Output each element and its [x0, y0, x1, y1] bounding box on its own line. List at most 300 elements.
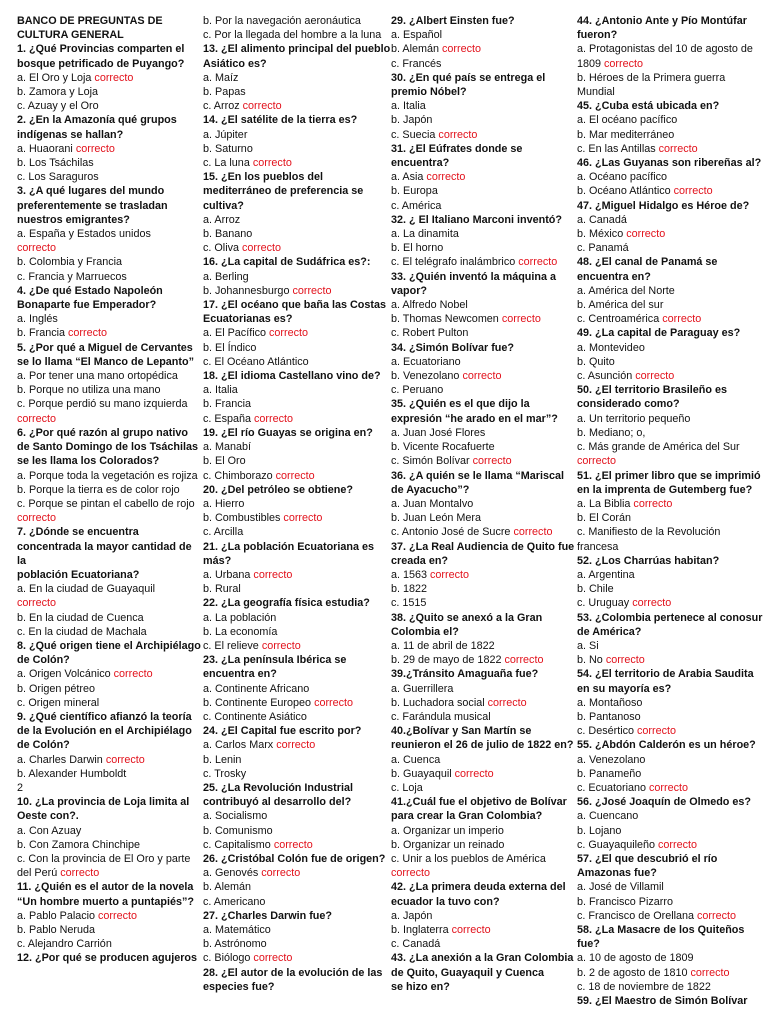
answer-option	[577, 696, 764, 710]
answer-option	[203, 625, 391, 639]
option-text: a. Español	[391, 29, 443, 42]
option-text: c. Ecuatoriano	[577, 781, 650, 794]
option-text: a. Venezolano	[577, 753, 646, 766]
answer-option	[203, 156, 391, 170]
option-text: a. Hierro	[203, 497, 245, 510]
correct-mark: correcto	[673, 185, 713, 198]
option-text: b. Vicente Rocafuerte	[391, 441, 495, 454]
answer-option	[391, 682, 577, 696]
answer-option	[577, 895, 764, 909]
option-text: b. México	[577, 228, 627, 241]
correct-mark: correcto	[276, 739, 316, 752]
answer-option	[577, 71, 764, 99]
answer-option	[17, 255, 203, 269]
option-text: b. Colombia y Francia	[17, 256, 123, 269]
option-text: b. Combustibles	[203, 512, 284, 525]
answer-option	[203, 355, 391, 369]
option-text: c. Uruguay	[577, 597, 633, 610]
answer-option	[203, 412, 391, 426]
option-text: c. Capitalismo	[203, 838, 274, 851]
question-text: 55. ¿Abdón Calderón es un héroe?	[577, 739, 756, 752]
answer-option	[17, 71, 203, 85]
correct-mark: correcto	[314, 696, 354, 709]
option-text: b. Héroes de la Primera guerra Mundial	[577, 71, 726, 99]
question-text: 49. ¿La capital de Paraguay es?	[577, 327, 741, 340]
answer-option	[391, 383, 577, 397]
correct-mark: correcto	[504, 654, 544, 667]
option-text: b. Francia	[203, 398, 252, 411]
answer-option	[17, 625, 203, 639]
option-text: a. Urbana	[203, 568, 254, 581]
question-text: 58. ¿La Masacre de los Quiteños fue?	[577, 924, 745, 951]
option-text: c. La luna	[203, 157, 253, 170]
option-text: b. Juan León Mera	[391, 512, 482, 525]
question-text: 50. ¿El territorio Brasileño es considerado como?	[577, 384, 728, 411]
answer-option	[17, 753, 203, 767]
answer-option	[577, 440, 764, 454]
answer-option	[203, 469, 391, 483]
answer-option	[203, 454, 391, 468]
option-text: b. Con Zamora Chinchipe	[17, 838, 141, 851]
answer-option	[203, 142, 391, 156]
answer-option	[391, 184, 577, 198]
answer-option	[203, 270, 391, 284]
option-text: a. Continente Africano	[203, 682, 310, 695]
answer-option	[17, 696, 203, 710]
option-text: a. La dinamita	[391, 228, 459, 241]
answer-option	[391, 355, 577, 369]
answer-option	[577, 710, 764, 724]
question-text: 8. ¿Qué origen tiene el Archipiélago de Colón?	[17, 639, 201, 667]
option-text: b. Astrónomo	[203, 938, 267, 951]
correct-mark: correcto	[604, 57, 644, 70]
answer-option	[203, 85, 391, 99]
column-4	[577, 14, 764, 1024]
answer-option	[391, 596, 577, 610]
question-text: 9. ¿Qué científico afianzó la teoría de la Evolución en el Archipiélago de Colón?	[17, 710, 192, 752]
option-text: b. Continente Europeo	[203, 696, 315, 709]
option-text: c. 1515	[391, 597, 427, 610]
answer-option	[203, 696, 391, 710]
option-text: a. La población	[203, 611, 277, 624]
answer-option	[203, 128, 391, 142]
question-text: 31. ¿El Eúfrates donde se encuentra?	[391, 142, 523, 170]
option-text: c. Asunción	[577, 370, 636, 383]
answer-option	[203, 866, 391, 880]
correct-mark: correcto	[451, 924, 491, 936]
answer-option	[577, 582, 764, 596]
answer-option	[203, 71, 391, 85]
correct-mark: correcto	[275, 469, 315, 482]
answer-option	[577, 227, 764, 241]
answer-option	[203, 738, 391, 752]
correct-mark: correcto	[17, 597, 57, 610]
correct-mark: correcto	[105, 753, 145, 766]
answer-option	[391, 710, 577, 724]
answer-option	[203, 213, 391, 227]
option-text: a. Manabí	[203, 441, 252, 454]
option-text: c. Oliva	[203, 242, 242, 255]
option-text: c. Antonio José de Sucre	[391, 526, 514, 539]
correct-mark: correcto	[454, 767, 494, 780]
option-text: c. Desértico	[577, 725, 637, 738]
answer-option	[203, 397, 391, 411]
option-text: b. Chile	[577, 583, 614, 596]
correct-mark: correcto	[635, 370, 675, 383]
option-text: a. Maíz	[203, 71, 239, 84]
question-text: 52. ¿Los Charrúas habitan?	[577, 554, 720, 567]
question-text: 13. ¿El alimento principal del pueblo Asiático es?	[203, 43, 391, 70]
correct-mark: correcto	[501, 313, 541, 326]
option-text: a. Charles Darwin	[17, 753, 106, 766]
option-text: c. Arroz	[203, 100, 243, 113]
question-text: 4. ¿De qué Estado Napoleón Bonaparte fue Emperador?	[17, 284, 163, 312]
question-text: 56. ¿José Joaquín de Olmedo es?	[577, 796, 751, 809]
option-text: b. Papas	[203, 86, 246, 99]
answer-option	[577, 497, 764, 511]
question-text: 2. ¿En la Amazonía qué grupos indígenas se hallan?	[17, 114, 177, 141]
answer-option	[391, 937, 577, 951]
answer-option	[577, 781, 764, 795]
correct-mark: correcto	[242, 100, 282, 113]
option-text: c. Unir a los pueblos de América	[391, 852, 546, 865]
answer-option	[577, 369, 764, 383]
option-text: c. España	[203, 412, 255, 425]
correct-mark: correcto	[472, 455, 512, 468]
answer-option	[577, 454, 764, 468]
option-text: b. Mediano; o,	[577, 426, 646, 439]
option-text: a. José de Villamil	[577, 881, 664, 894]
answer-option	[577, 753, 764, 767]
answer-option	[577, 184, 764, 198]
option-text: c. Loja	[391, 781, 423, 794]
answer-option	[17, 397, 203, 425]
correct-mark: correcto	[261, 639, 301, 652]
answer-option	[17, 582, 203, 596]
option-text: a. Origen Volcánico	[17, 668, 114, 681]
option-text: c. América	[391, 199, 442, 212]
option-text: c. Trosky	[203, 767, 247, 780]
answer-option	[17, 483, 203, 497]
option-text: a. Huaorani	[17, 142, 76, 155]
option-text: c. Con la provincia de El Oro y parte del Perú	[17, 852, 191, 880]
question-text: 34. ¿Simón Bolívar fue?	[391, 341, 514, 354]
option-text: b. Pantanoso	[577, 710, 641, 723]
answer-option	[203, 682, 391, 696]
answer-option	[17, 241, 203, 255]
correct-mark: correcto	[292, 284, 332, 297]
option-text: c. Canadá	[391, 938, 441, 951]
option-text: b. Por la navegación aeronáutica	[203, 15, 361, 27]
answer-option	[577, 653, 764, 667]
option-text: a. Matemático	[203, 924, 271, 936]
answer-option	[17, 937, 203, 951]
answer-option	[391, 440, 577, 454]
answer-option	[577, 639, 764, 653]
correct-mark: correcto	[273, 838, 313, 851]
answer-option	[17, 596, 203, 610]
option-text: a. Carlos Marx	[203, 739, 277, 752]
answer-option	[577, 951, 764, 965]
answer-option	[391, 696, 577, 710]
answer-option	[391, 511, 577, 525]
column-3	[391, 14, 577, 1024]
option-text: c. 18 de noviembre de 1822	[577, 980, 711, 993]
correct-mark: correcto	[605, 654, 645, 667]
answer-option	[17, 85, 203, 99]
option-text: c. Suecia	[391, 128, 439, 141]
correct-mark: correcto	[632, 597, 672, 610]
question-text: 30. ¿En qué país se entrega el premio Nóbel?	[391, 71, 546, 99]
correct-mark: correcto	[17, 242, 57, 255]
question-text: 12. ¿Por qué se producen agujeros	[17, 952, 197, 965]
option-text: c. Origen mineral	[17, 696, 100, 709]
correct-mark: correcto	[17, 412, 57, 425]
answer-option	[577, 412, 764, 426]
option-text: c. El Océano Atlántico	[203, 355, 309, 368]
correct-mark: correcto	[254, 412, 294, 425]
answer-option	[577, 880, 764, 894]
option-text: b. El Oro	[203, 455, 246, 468]
option-text: c. Francés	[391, 57, 442, 70]
answer-option	[203, 838, 391, 852]
answer-option	[391, 497, 577, 511]
option-text: c. Francia y Marruecos	[17, 270, 127, 283]
option-text: b. Organizar un reinado	[391, 838, 505, 851]
correct-mark: correcto	[252, 157, 292, 170]
answer-option	[577, 568, 764, 582]
answer-option	[17, 682, 203, 696]
question-text: se hizo en?	[391, 980, 450, 993]
option-text: b. Guayaquil	[391, 767, 455, 780]
option-text: a. Guerrillera	[391, 682, 454, 695]
correct-mark: correcto	[442, 43, 482, 56]
answer-option	[17, 326, 203, 340]
option-text: c. Peruano	[391, 384, 444, 397]
column-2	[203, 14, 391, 1024]
option-text: a. 11 de abril de 1822	[391, 639, 495, 652]
question-text: 24. ¿El Capital fue escrito por?	[203, 725, 362, 738]
answer-option	[391, 170, 577, 184]
option-text: a. España y Estados unidos	[17, 228, 151, 241]
correct-mark: correcto	[577, 455, 617, 468]
option-text: 2	[17, 781, 24, 794]
answer-option	[577, 312, 764, 326]
answer-option	[577, 341, 764, 355]
answer-option	[17, 852, 203, 880]
answer-option	[577, 170, 764, 184]
question-text: 39.¿Tránsito Amaguaña fue?	[391, 668, 539, 681]
answer-option	[577, 838, 764, 852]
answer-option	[17, 142, 203, 156]
question-text: 23. ¿La península Ibérica se encuentra en?	[203, 654, 347, 681]
question-text: 28. ¿El autor de la evolución de las especies fue?	[203, 966, 383, 993]
answer-option	[391, 298, 577, 312]
question-text: 26. ¿Cristóbal Colón fue de origen?	[203, 852, 386, 865]
question-text: 43. ¿La anexión a la Gran Colombia de Quito, Guayaquil y Cuenca	[391, 952, 574, 979]
option-text: c. Azuay y el Oro	[17, 100, 99, 113]
option-text: a. América del Norte	[577, 284, 675, 297]
option-text: b. Mar mediterráneo	[577, 128, 675, 141]
answer-option	[577, 525, 764, 553]
answer-option	[203, 753, 391, 767]
option-text: a. Arroz	[203, 213, 241, 226]
answer-option	[17, 369, 203, 383]
option-text: b. El Corán	[577, 512, 632, 525]
answer-option	[391, 866, 577, 880]
option-text: c. Porque perdió su mano izquierda	[17, 398, 188, 411]
option-text: b. El horno	[391, 242, 444, 255]
answer-option	[577, 284, 764, 298]
answer-option	[17, 383, 203, 397]
correct-mark: correcto	[513, 526, 553, 539]
option-text: a. Cuenca	[391, 753, 441, 766]
correct-mark: correcto	[662, 313, 702, 326]
answer-option	[17, 170, 203, 184]
answer-option	[203, 341, 391, 355]
option-text: b. Lenin	[203, 753, 242, 766]
option-text: c. En la ciudad de Machala	[17, 625, 147, 638]
question-text: 37. ¿La Real Audiencia de Quito fue creada en?	[391, 540, 575, 567]
option-text: b. Saturno	[203, 142, 253, 155]
option-text: a. Genovés	[203, 867, 262, 880]
option-text: b. Rural	[203, 583, 241, 596]
answer-option	[203, 28, 391, 42]
answer-option	[391, 852, 577, 866]
answer-option	[203, 511, 391, 525]
option-text: b. Comunismo	[203, 824, 273, 837]
option-text: c. Simón Bolívar	[391, 455, 473, 468]
correct-mark: correcto	[637, 725, 677, 738]
option-text: b. 29 de mayo de 1822	[391, 654, 505, 667]
option-text: c. Arcilla	[203, 526, 244, 539]
answer-option	[391, 909, 577, 923]
option-text: a. 10 de agosto de 1809	[577, 952, 694, 965]
answer-option	[203, 14, 391, 28]
option-text: b. Océano Atlántico	[577, 185, 674, 198]
correct-mark: correcto	[426, 171, 466, 184]
option-text: a. Italia	[203, 384, 238, 397]
answer-option	[391, 57, 577, 71]
answer-option	[17, 156, 203, 170]
option-text: b. Quito	[577, 355, 615, 368]
question-text: 21. ¿La población Ecuatoriana es más?	[203, 540, 374, 567]
correct-mark: correcto	[68, 327, 108, 340]
option-text: a. El Oro y Loja	[17, 71, 95, 84]
answer-option	[203, 937, 391, 951]
answer-option	[391, 838, 577, 852]
answer-option	[17, 838, 203, 852]
option-text: a. Montevideo	[577, 341, 645, 354]
option-text: b. Banano	[203, 228, 253, 241]
answer-option	[391, 241, 577, 255]
question-text: 29. ¿Albert Einsten fue?	[391, 15, 515, 27]
question-text: 48. ¿El canal de Panamá se encuentra en?	[577, 256, 718, 283]
answer-option	[391, 525, 577, 539]
option-text: a. Montañoso	[577, 696, 643, 709]
answer-option	[203, 525, 391, 539]
option-text: a. La Biblia	[577, 497, 634, 510]
answer-option	[391, 312, 577, 326]
option-text: b. Johannesburgo	[203, 284, 293, 297]
correct-mark: correcto	[98, 909, 138, 922]
option-text: b. Francisco Pizarro	[577, 895, 674, 908]
option-text: b. Panameño	[577, 767, 642, 780]
option-text: a. Protagonistas del 10 de agosto de 1809	[577, 43, 753, 70]
answer-option	[577, 298, 764, 312]
answer-option	[203, 568, 391, 582]
answer-option	[577, 966, 764, 980]
option-text: c. Continente Asiático	[203, 710, 307, 723]
answer-option	[17, 909, 203, 923]
answer-option	[577, 596, 764, 610]
answer-option	[203, 923, 391, 937]
answer-option	[203, 824, 391, 838]
answer-option	[203, 227, 391, 241]
answer-option	[391, 199, 577, 213]
option-text: a. Asia	[391, 171, 427, 184]
answer-option	[577, 824, 764, 838]
answer-option	[17, 227, 203, 241]
correct-mark: correcto	[253, 952, 293, 965]
question-text: 53. ¿Colombia pertenece al conosur de América?	[577, 611, 763, 638]
answer-option	[203, 611, 391, 625]
answer-option	[577, 355, 764, 369]
answer-option	[391, 454, 577, 468]
answer-option	[391, 227, 577, 241]
option-text: a. Júpiter	[203, 128, 248, 141]
answer-option	[391, 582, 577, 596]
correct-mark: correcto	[658, 838, 698, 851]
question-text: 1. ¿Qué Provincias comparten el bosque petrificado de Puyango?	[17, 43, 185, 70]
answer-option	[203, 710, 391, 724]
option-text: b. Zamora y Loja	[17, 86, 99, 99]
option-text: b. En la ciudad de Cuenca	[17, 611, 144, 624]
answer-option	[203, 639, 391, 653]
option-text: c. En las Antillas	[577, 142, 659, 155]
option-text: a. 1563	[391, 568, 431, 581]
option-text: a. Ecuatoriano	[391, 355, 461, 368]
correct-mark: correcto	[518, 256, 558, 269]
answer-option	[203, 767, 391, 781]
question-text: 40.¿Bolívar y San Martín se reunieron el 26 de julio de 1822 en?	[391, 725, 574, 752]
question-text: 33. ¿Quién inventó la máquina a vapor?	[391, 270, 556, 297]
answer-option	[577, 128, 764, 142]
option-text: a. Inglés	[17, 313, 58, 326]
answer-option	[577, 213, 764, 227]
correct-mark: correcto	[269, 327, 309, 340]
option-text: b. Pablo Neruda	[17, 924, 96, 936]
option-text: b. 1822	[391, 583, 428, 596]
question-text: 42. ¿La primera deuda externa del ecuador la tuvo con?	[391, 881, 566, 908]
question-text: 36. ¿A quién se le llama “Mariscal de Ayacucho”?	[391, 469, 565, 496]
option-text: b. Origen pétreo	[17, 682, 96, 695]
correct-mark: correcto	[649, 781, 689, 794]
answer-option	[391, 568, 577, 582]
option-text: a. El océano pacífico	[577, 114, 678, 127]
option-text: a. Socialismo	[203, 810, 268, 823]
option-text: a. Italia	[391, 100, 426, 113]
answer-option	[577, 767, 764, 781]
option-text: a. Si	[577, 639, 599, 652]
answer-option	[391, 326, 577, 340]
option-text: b. Porque no utiliza una mano	[17, 384, 161, 397]
question-text: 45. ¿Cuba está ubicada en?	[577, 100, 720, 113]
option-text: c. Panamá	[577, 242, 629, 255]
option-text: b. No	[577, 654, 606, 667]
option-text: a. Organizar un imperio	[391, 824, 504, 837]
answer-option	[17, 824, 203, 838]
